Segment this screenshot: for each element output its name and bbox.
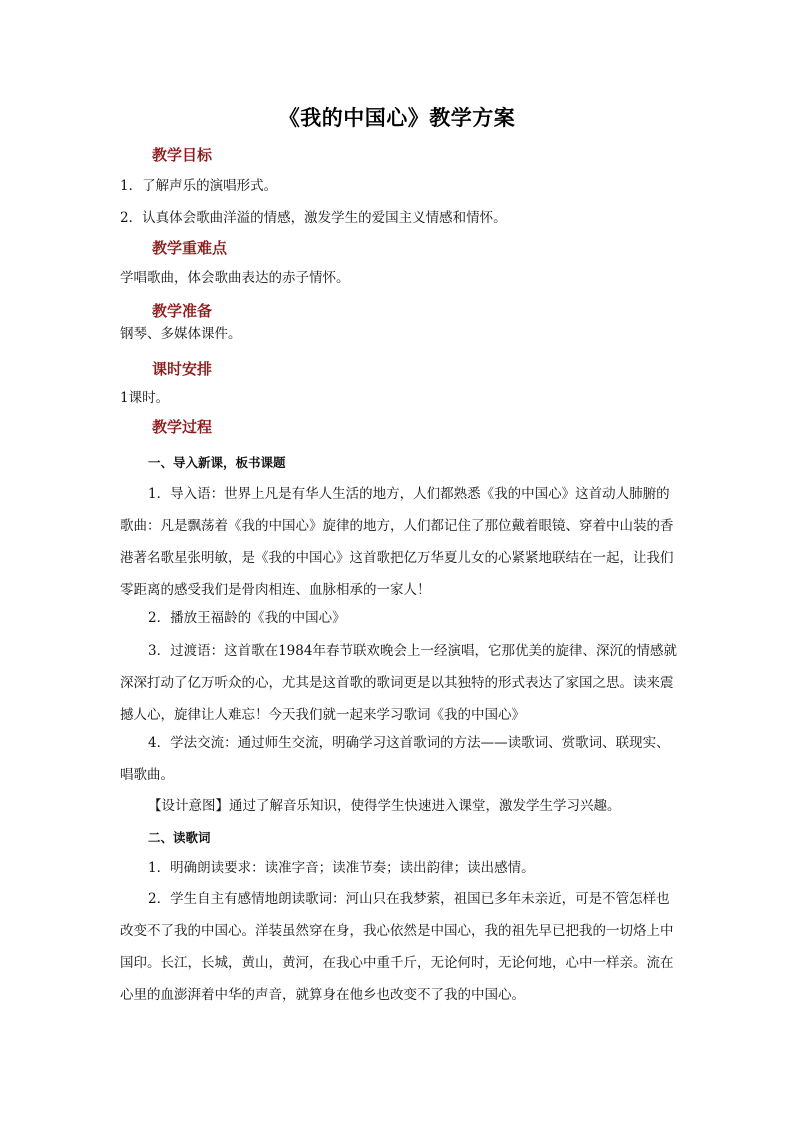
section-2-title: 二、读歌词 xyxy=(148,830,211,845)
section-1-paragraph-1: 1．导入语：世界上凡是有华人生活的地方，人们都熟悉《我的中国心》这首动人肺腑的歌曲：凡是飘荡着《我的中国心》旋律的地方，人们都记住了那位戴着眼镜、穿着中山装的香港著名歌星张明敏，是《我的中国心》这首歌把亿万华夏儿女的心紧紧地联结在一起，让我们零距离的感受我们是骨肉相连、血脉相承的一家人！ xyxy=(120,486,674,598)
section-2-paragraph-2: 2．学生自主有感情地朗读歌词：河山只在我梦萦，祖国已多年未亲近，可是不管怎样也改变不了我的中国心。洋装虽然穿在身，我心依然是中国心，我的祖先早已把我的一切烙上中国印。长江，长城，黄山，黄河，在我心中重千斤，无论何时，无论何地，心中一样亲。流在心里的血澎湃着中华的声音，就算身在他乡也改变不了我的中国心。 xyxy=(120,891,674,1003)
goal-item-2: 2．认真体会歌曲洋溢的情感，激发学生的爱国主义情感和情怀。 xyxy=(120,210,507,226)
heading-process: 教学过程 xyxy=(152,418,213,436)
goal-item-1: 1．了解声乐的演唱形式。 xyxy=(120,178,278,194)
heading-goals: 教学目标 xyxy=(152,146,213,164)
document-title: 《我的中国心》教学方案 xyxy=(278,105,516,130)
heading-schedule: 课时安排 xyxy=(152,360,213,378)
schedule-text: 1课时。 xyxy=(120,390,170,406)
key-points-text: 学唱歌曲，体会歌曲表达的赤子情怀。 xyxy=(120,270,350,286)
heading-key-points: 教学重难点 xyxy=(152,239,228,257)
section-1-title: 一、导入新课，板书课题 xyxy=(148,455,286,470)
heading-preparation: 教学准备 xyxy=(152,302,213,320)
section-1-paragraph-3: 3．过渡语：这首歌在1984年春节联欢晚会上一经演唱，它那优美的旋律、深沉的情感就深深打动了亿万听众的心，尤其是这首歌的歌词更是以其独特的形式表达了家国之思。读来震撼人心，旋律让人难忘！今天我们就一起来学习歌词《我的中国心》 xyxy=(120,643,677,723)
preparation-text: 钢琴、多媒体课件。 xyxy=(120,326,242,342)
section-2-paragraph-1: 1．明确朗读要求：读准字音；读准节奏；读出韵律；读出感情。 xyxy=(148,860,535,876)
design-intent-note: 【设计意图】通过了解音乐知识，使得学生快速进入课堂，激发学生学习兴趣。 xyxy=(148,798,621,814)
section-1-paragraph-4: 4．学法交流：通过师生交流，明确学习这首歌词的方法——读歌词、赏歌词、联现实、唱歌曲。 xyxy=(120,735,670,783)
section-1-paragraph-2: 2．播放王福龄的《我的中国心》 xyxy=(148,610,346,626)
